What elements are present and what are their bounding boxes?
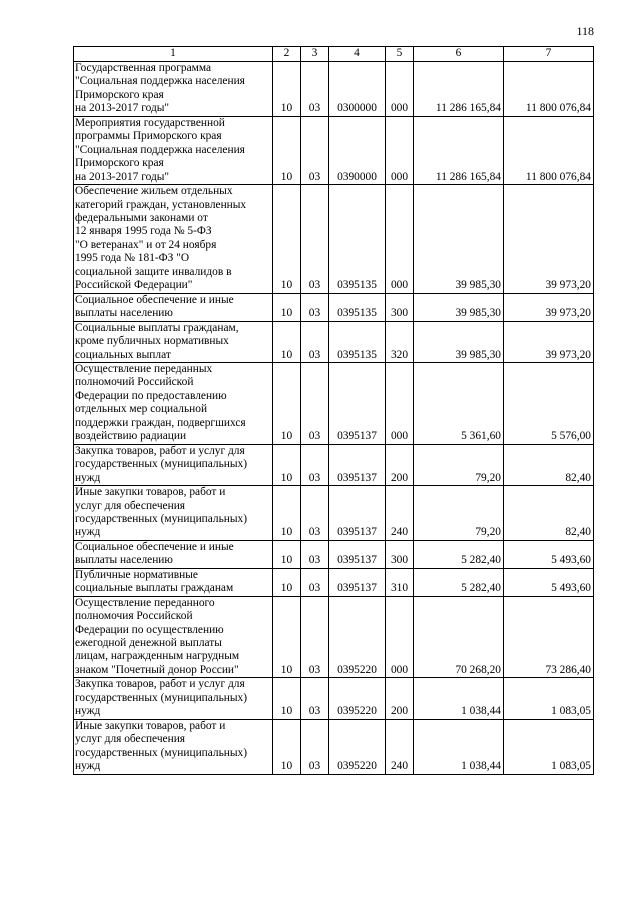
- subsection-code-cell: 03: [301, 568, 329, 596]
- subsection-code-cell: 03: [301, 362, 329, 444]
- target-article-cell: 0395135: [329, 321, 386, 362]
- subsection-code-cell: 03: [301, 678, 329, 719]
- amount-year-1-cell: 79,20: [414, 486, 504, 541]
- expense-type-cell: 240: [386, 719, 414, 774]
- target-article-cell: 0395220: [329, 678, 386, 719]
- column-number: 3: [301, 47, 329, 62]
- table-row: [74, 678, 594, 719]
- column-number: 4: [329, 47, 386, 62]
- column-number: 1: [74, 47, 273, 62]
- amount-year-2-cell: 1 083,05: [504, 719, 594, 774]
- subsection-code-cell: 03: [301, 116, 329, 184]
- amount-year-2-cell: 5 493,60: [504, 540, 594, 568]
- table-row: [74, 568, 594, 596]
- amount-year-1-cell: 1 038,44: [414, 678, 504, 719]
- amount-year-2-cell: 5 493,60: [504, 568, 594, 596]
- expense-type-cell: 310: [386, 568, 414, 596]
- section-code-cell: 10: [273, 185, 301, 294]
- table-row: [74, 486, 594, 541]
- subsection-code-cell: 03: [301, 321, 329, 362]
- item-name-cell: Обеспечение жильем отдельных категорий граждан, установленных федеральными законами от 12 января 1995 года № 5-ФЗ "О ветеранах" и от 24 ноября 1995 года № 181-ФЗ "О социальной защите инвалидов в Российской Федерации": [74, 185, 273, 294]
- amount-year-1-cell: 1 038,44: [414, 719, 504, 774]
- subsection-code-cell: 03: [301, 444, 329, 485]
- table-row: [74, 293, 594, 321]
- amount-year-2-cell: 39 973,20: [504, 293, 594, 321]
- table-row: [74, 362, 594, 444]
- amount-year-1-cell: 11 286 165,84: [414, 116, 504, 184]
- section-code-cell: 10: [273, 540, 301, 568]
- subsection-code-cell: 03: [301, 540, 329, 568]
- amount-year-1-cell: 70 268,20: [414, 596, 504, 678]
- budget-table: [73, 46, 594, 775]
- expense-type-cell: 240: [386, 486, 414, 541]
- target-article-cell: 0395137: [329, 362, 386, 444]
- table-row: [74, 116, 594, 184]
- section-code-cell: 10: [273, 62, 301, 117]
- expense-type-cell: 320: [386, 321, 414, 362]
- subsection-code-cell: 03: [301, 185, 329, 294]
- amount-year-2-cell: 82,40: [504, 486, 594, 541]
- amount-year-2-cell: 39 973,20: [504, 185, 594, 294]
- item-name-cell: Иные закупки товаров, работ и услуг для обеспечения государственных (муниципальных) нужд: [74, 719, 273, 774]
- target-article-cell: 0395135: [329, 293, 386, 321]
- subsection-code-cell: 03: [301, 293, 329, 321]
- subsection-code-cell: 03: [301, 62, 329, 117]
- column-number: 6: [414, 47, 504, 62]
- target-article-cell: 0395137: [329, 444, 386, 485]
- table-row: [74, 444, 594, 485]
- table-row: [74, 62, 594, 117]
- table-row: [74, 540, 594, 568]
- subsection-code-cell: 03: [301, 486, 329, 541]
- section-code-cell: 10: [273, 486, 301, 541]
- column-number: 2: [273, 47, 301, 62]
- expense-type-cell: 000: [386, 185, 414, 294]
- item-name-cell: Иные закупки товаров, работ и услуг для обеспечения государственных (муниципальных) нужд: [74, 486, 273, 541]
- expense-type-cell: 200: [386, 678, 414, 719]
- table-row: [74, 185, 594, 294]
- target-article-cell: 0390000: [329, 116, 386, 184]
- item-name-cell: Закупка товаров, работ и услуг для государственных (муниципальных) нужд: [74, 678, 273, 719]
- amount-year-1-cell: 39 985,30: [414, 185, 504, 294]
- item-name-cell: Публичные нормативные социальные выплаты гражданам: [74, 568, 273, 596]
- amount-year-1-cell: 79,20: [414, 444, 504, 485]
- amount-year-1-cell: 5 282,40: [414, 540, 504, 568]
- item-name-cell: Осуществление переданных полномочий Российской Федерации по предоставлению отдельных мер социальной поддержки граждан, подвергшихся воздействию радиации: [74, 362, 273, 444]
- amount-year-2-cell: 1 083,05: [504, 678, 594, 719]
- expense-type-cell: 000: [386, 116, 414, 184]
- subsection-code-cell: 03: [301, 596, 329, 678]
- target-article-cell: 0395135: [329, 185, 386, 294]
- amount-year-2-cell: 39 973,20: [504, 321, 594, 362]
- section-code-cell: 10: [273, 116, 301, 184]
- amount-year-1-cell: 5 282,40: [414, 568, 504, 596]
- section-code-cell: 10: [273, 678, 301, 719]
- item-name-cell: Социальное обеспечение и иные выплаты населению: [74, 293, 273, 321]
- column-number-row: [74, 47, 594, 62]
- expense-type-cell: 200: [386, 444, 414, 485]
- table-row: [74, 596, 594, 678]
- section-code-cell: 10: [273, 568, 301, 596]
- item-name-cell: Осуществление переданного полномочия Российской Федерации по осуществлению ежегодной денежной выплаты лицам, награжденным нагрудным знаком "Почетный донор России": [74, 596, 273, 678]
- target-article-cell: 0395220: [329, 719, 386, 774]
- item-name-cell: Мероприятия государственной программы Приморского края "Социальная поддержка населения Приморского края на 2013-2017 годы": [74, 116, 273, 184]
- section-code-cell: 10: [273, 321, 301, 362]
- amount-year-2-cell: 11 800 076,84: [504, 62, 594, 117]
- section-code-cell: 10: [273, 293, 301, 321]
- item-name-cell: Социальное обеспечение и иные выплаты населению: [74, 540, 273, 568]
- expense-type-cell: 300: [386, 540, 414, 568]
- column-number: 7: [504, 47, 594, 62]
- page-number: 118: [576, 24, 594, 38]
- target-article-cell: 0395220: [329, 596, 386, 678]
- amount-year-2-cell: 82,40: [504, 444, 594, 485]
- target-article-cell: 0300000: [329, 62, 386, 117]
- budget-table-body: [74, 47, 594, 775]
- table-row: [74, 321, 594, 362]
- amount-year-2-cell: 73 286,40: [504, 596, 594, 678]
- target-article-cell: 0395137: [329, 568, 386, 596]
- amount-year-1-cell: 39 985,30: [414, 293, 504, 321]
- table-row: [74, 719, 594, 774]
- amount-year-1-cell: 11 286 165,84: [414, 62, 504, 117]
- column-number: 5: [386, 47, 414, 62]
- subsection-code-cell: 03: [301, 719, 329, 774]
- amount-year-2-cell: 5 576,00: [504, 362, 594, 444]
- target-article-cell: 0395137: [329, 486, 386, 541]
- expense-type-cell: 000: [386, 62, 414, 117]
- expense-type-cell: 000: [386, 596, 414, 678]
- section-code-cell: 10: [273, 719, 301, 774]
- section-code-cell: 10: [273, 444, 301, 485]
- amount-year-1-cell: 5 361,60: [414, 362, 504, 444]
- amount-year-1-cell: 39 985,30: [414, 321, 504, 362]
- section-code-cell: 10: [273, 596, 301, 678]
- item-name-cell: Закупка товаров, работ и услуг для государственных (муниципальных) нужд: [74, 444, 273, 485]
- expense-type-cell: 000: [386, 362, 414, 444]
- amount-year-2-cell: 11 800 076,84: [504, 116, 594, 184]
- expense-type-cell: 300: [386, 293, 414, 321]
- section-code-cell: 10: [273, 362, 301, 444]
- item-name-cell: Государственная программа "Социальная поддержка населения Приморского края на 2013-2017 годы": [74, 62, 273, 117]
- item-name-cell: Социальные выплаты гражданам, кроме публичных нормативных социальных выплат: [74, 321, 273, 362]
- target-article-cell: 0395137: [329, 540, 386, 568]
